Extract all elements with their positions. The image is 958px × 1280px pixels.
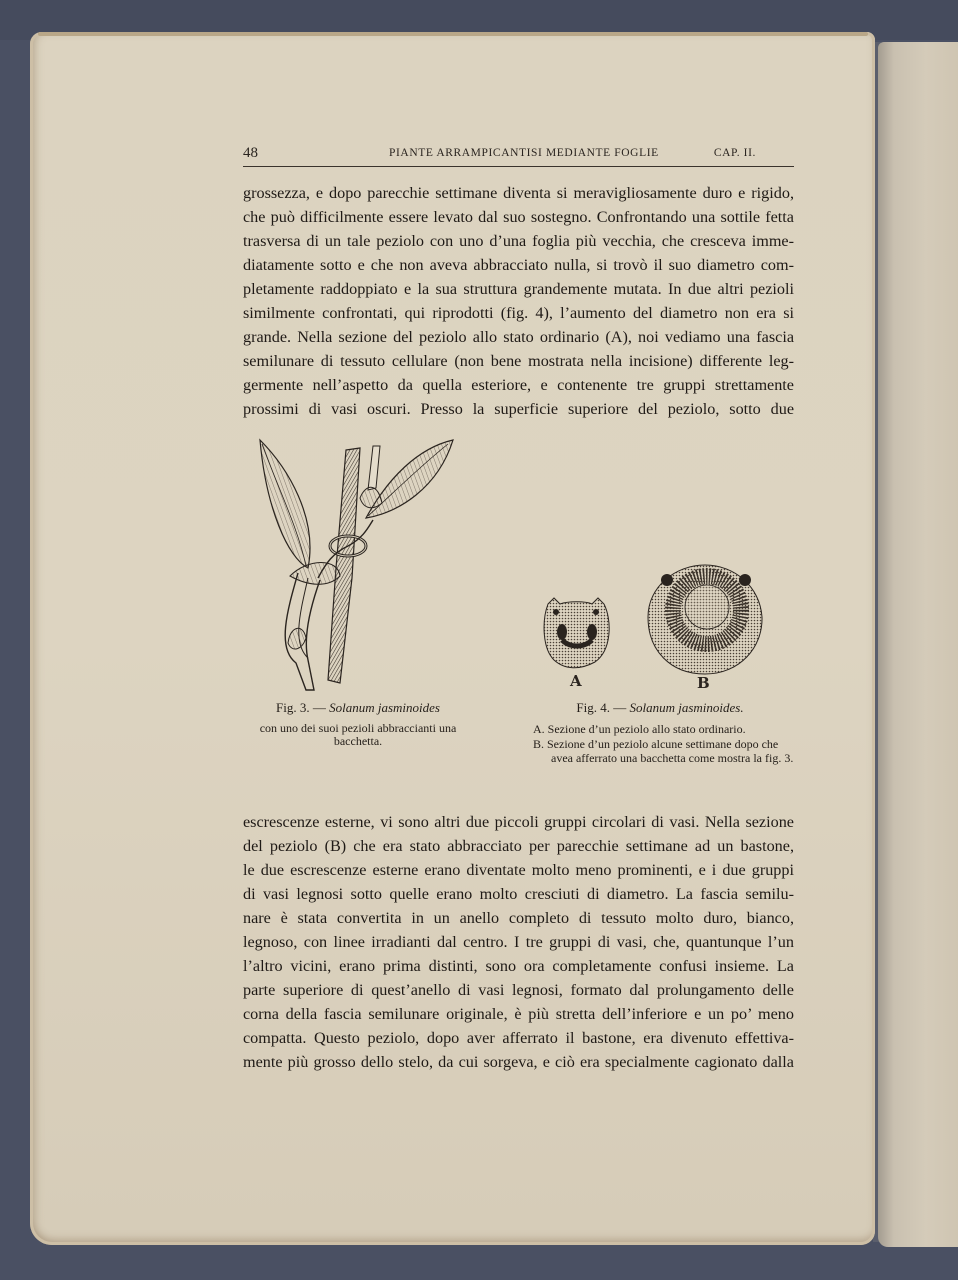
text-line: di vasi legnosi sotto quelle erano molto cresciuti di diametro. La fascia semilu-: [243, 885, 794, 903]
figure-3-illustration: [248, 428, 468, 693]
chapter-label: CAP. II.: [713, 147, 756, 159]
figure-3-description: con uno dei suoi pezioli abbraccianti una bacchetta.: [259, 721, 457, 748]
text-line: corna della fascia semilunare originale, è più stretta dell’inferiore e un po’ meno: [243, 1005, 794, 1023]
text-line: diatamente sotto e che non aveva abbracciato nulla, si trovò il suo diametro com-: [243, 256, 794, 274]
text-line: mente più grosso dello stelo, da cui sorgeva, e ciò era specialmente cagionato dalla: [243, 1053, 794, 1071]
next-page-edge: [878, 42, 958, 1247]
text-line: compatta. Questo peziolo, dopo aver afferrato il bastone, era divenuto effettiva-: [243, 1029, 794, 1047]
page-number: 48: [243, 145, 258, 161]
text-line: similmente confrontati, qui riprodotti (fig. 4), l’aumento del diametro non era si: [243, 304, 794, 322]
text-line: grossezza, e dopo parecchie settimane diventa si meravigliosamente duro e rigido,: [243, 184, 794, 202]
text-line: parte superiore di quest’anello di vasi legnosi, formato dal prolungamento delle: [243, 981, 794, 999]
figure-3-title: Fig. 3. — Solanum jasminoides: [276, 700, 440, 715]
figure-4-legend: [533, 722, 798, 766]
figure-4b-section: [645, 562, 765, 692]
text-line: nare è stata convertita in un anello completo di tessuto molto duro, bianco,: [243, 909, 794, 927]
figure-4a-section: [540, 590, 615, 690]
running-header: [243, 142, 794, 167]
text-line: le due escrescenze esterne erano diventate molto meno prominenti, e i due gruppi: [243, 861, 794, 879]
running-title: PIANTE ARRAMPICANTISI MEDIANTE FOGLIE: [389, 147, 659, 159]
text-line: legnoso, con linee irradianti dal centro. I tre gruppi di vasi, che, quantunque l’un: [243, 933, 794, 951]
text-line: del peziolo (B) che era stato abbracciato per parecchie settimane ad un bastone,: [243, 837, 794, 855]
figure-4-label-a: A: [570, 672, 582, 690]
text-line: l’altro vicini, erano prima distinti, sono ora completamente confusi insieme. La: [243, 957, 794, 975]
text-line: pletamente raddoppiato e la sua struttura grandemente mutata. In due altri pezioli: [243, 280, 794, 298]
figure-4-label-b: B: [697, 674, 710, 692]
text-line: grande. Nella sezione del peziolo allo stato ordinario (A), noi vediamo una fascia: [243, 328, 794, 346]
text-line: germente nell’aspetto da quella esteriore, e contenente tre gruppi strettamente: [243, 376, 794, 394]
figure-4-legend-item-b: B. Sezione d’un peziolo alcune settimane dopo che avea afferrato una bacchetta come mostra la fig. 3.: [533, 737, 794, 765]
text-line: prossimi di vasi oscuri. Presso la superficie superiore del peziolo, sotto due: [243, 400, 794, 418]
figure-4-legend-item-a: A. Sezione d’un peziolo allo stato ordinario.: [533, 722, 746, 736]
text-line: trasversa di un tale peziolo con uno d’una foglia più vecchia, che cresceva imme-: [243, 232, 794, 250]
figure-4-species: Solanum jasminoides.: [629, 700, 744, 715]
paragraph-bottom: [243, 810, 794, 1074]
page-top-edge: [38, 32, 868, 36]
figure-3-species: Solanum jasminoides: [329, 700, 440, 715]
figure-4-title: Fig. 4. — Solanum jasminoides.: [576, 700, 744, 715]
paragraph-top: [243, 181, 794, 421]
text-line: che può difficilmente essere levato dal suo sostegno. Confrontando una sottile fetta: [243, 208, 794, 226]
text-line: escrescenze esterne, vi sono altri due piccoli gruppi circolari di vasi. Nella sezione: [243, 813, 794, 831]
text-line: semilunare di tessuto cellulare (non bene mostrata nella incisione) differente leg-: [243, 352, 794, 370]
